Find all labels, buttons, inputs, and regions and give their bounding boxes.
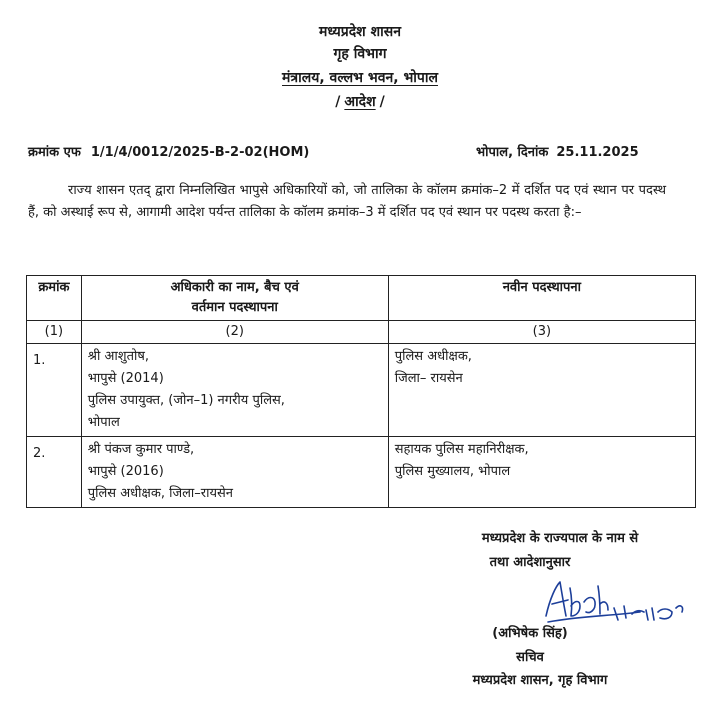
office-address-text: मंत्रालय, वल्लभ भवन, भोपाल [282,70,438,86]
order-title-text: आदेश [344,94,376,110]
govt-name: मध्यप्रदेश शासन [319,24,401,40]
reference-number-block [28,142,309,160]
row-officer [81,344,388,437]
posting-table [26,275,696,508]
officer-name: श्री आशुतोष, [87,349,149,364]
place-date-label: भोपाल, दिनांक [476,145,549,160]
column-number-1: (1) [27,321,82,344]
header-officer-line1: अधिकारी का नाम, बैच एवं [170,280,299,295]
department-name: गृह विभाग [333,46,387,62]
order-body-text: राज्य शासन एतद् द्वारा निम्नलिखित भापुसे अधिकारियों को, जो तालिका के कॉलम क्रमांक–2 में दर्शित पद एवं स्थान पर पदस्थ हैं, को अस्थाई रूप से, आगामी आदेश पर्यन्त तालिका के कॉलम क्रमांक–3 में दर्शित पद एवं स्थान पर पदस्थ करता है:– [28,183,666,220]
signoff-authority-line2: तथा आदेशानुसार [489,555,571,570]
table-row [27,344,696,437]
office-address [0,68,720,88]
reference-label: क्रमांक एफ [28,145,81,160]
header-serial: क्रमांक [27,276,82,321]
reference-date-block [476,142,639,160]
column-number-row [27,321,696,344]
slash-right: / [379,94,385,110]
header-new-posting: नवीन पदस्थापना [388,276,695,321]
order-date: 25.11.2025 [556,145,639,160]
row-new-posting [388,344,695,437]
new-posting-line1: सहायक पुलिस महानिरीक्षक, [394,442,529,457]
table-header-row [27,276,696,321]
row-serial: 1. [27,344,82,437]
new-posting-line2: पुलिस मुख्यालय, भोपाल [394,464,511,479]
officer-batch: भापुसे (2014) [87,371,164,386]
header-officer [81,276,388,321]
officer-current-posting-cont: भोपाल [87,415,120,430]
row-officer [81,437,388,508]
new-posting-line1: पुलिस अधीक्षक, [394,349,472,364]
signoff-authority-line1: मध्यप्रदेश के राज्यपाल के नाम से [481,531,639,546]
signatory-designation: सचिव [516,650,544,665]
new-posting-line2: जिला– रायसेन [394,371,463,386]
column-number-2: (2) [81,321,388,344]
row-serial: 2. [27,437,82,508]
header-officer-line2: वर्तमान पदस्थापना [191,300,278,315]
signatory-department: मध्यप्रदेश शासन, गृह विभाग [472,673,608,688]
table-row [27,437,696,508]
column-number-3: (3) [388,321,695,344]
officer-batch: भापुसे (2016) [87,464,164,479]
reference-number: 1/1/4/0012/2025-B-2-02(HOM) [90,145,310,160]
officer-name: श्री पंकज कुमार पाण्डे, [87,442,195,457]
order-title [0,92,720,112]
slash-left: / [335,94,341,110]
officer-current-posting: पुलिस उपायुक्त, (जोन–1) नगरीय पुलिस, [87,393,285,408]
signatory-name: (अभिषेक सिंह) [492,626,568,641]
row-new-posting [388,437,695,508]
officer-current-posting: पुलिस अधीक्षक, जिला–रायसेन [87,486,234,501]
